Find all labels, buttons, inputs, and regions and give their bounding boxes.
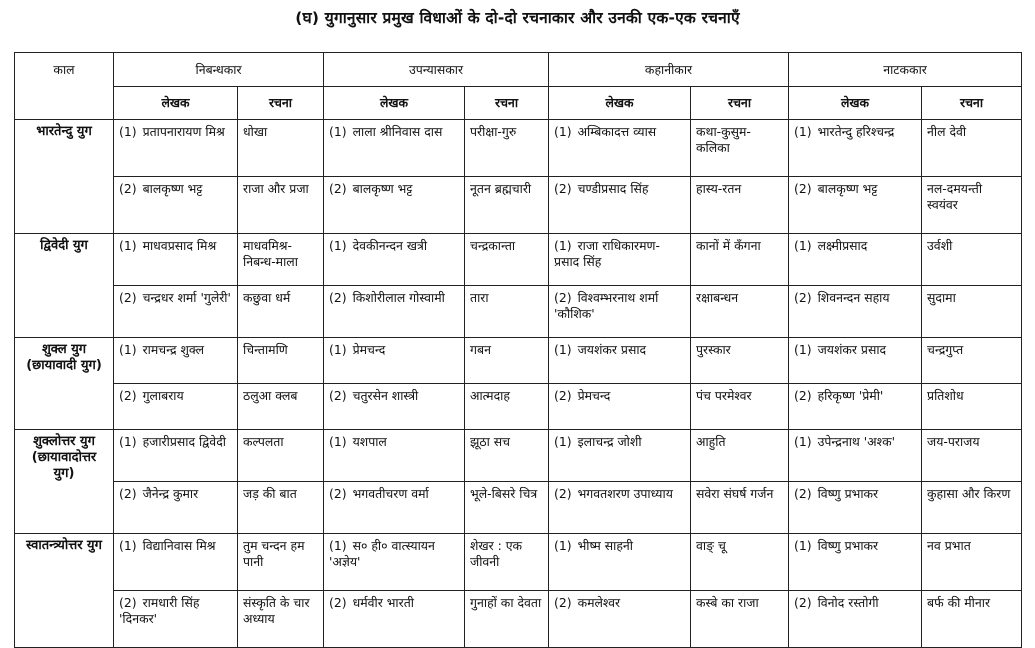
author-name: बालकृष्ण भट्ट [142,181,203,196]
serial-number: (1) [119,238,137,253]
work-cell: कुहासा और किरण [922,482,1022,534]
author-name: धर्मवीर भारती [352,595,414,610]
author-cell [789,338,922,384]
serial-number: (2) [119,595,137,610]
author-name: यशपाल [352,434,387,449]
work-cell: हास्य-रतन [691,177,789,234]
work-cell: कथा-कुसुम-कलिका [691,120,789,177]
author-name: विष्णु प्रभाकर [817,538,879,553]
author-cell [324,338,465,384]
work-cell: संस्कृति के चार अध्याय [238,591,324,648]
author-cell [789,482,922,534]
serial-number: (2) [794,181,812,196]
author-cell [114,286,238,338]
serial-number: (2) [329,290,347,305]
header-rachna: रचना [238,87,324,120]
author-name: देवकीनन्दन खत्री [352,238,428,253]
serial-number: (2) [794,290,812,305]
serial-number: (1) [554,342,572,357]
table-row [15,591,1022,648]
work-cell: तारा [465,286,549,338]
author-cell [324,384,465,430]
author-cell [324,234,465,286]
serial-number: (2) [329,595,347,610]
author-name: उपेन्द्रनाथ 'अश्क' [817,434,896,449]
header-lekhak: लेखक [324,87,465,120]
era-cell [15,338,114,430]
author-cell [549,120,691,177]
serial-number: (1) [329,238,347,253]
author-name: हजारीप्रसाद द्विवेदी [142,434,226,449]
author-name: माधवप्रसाद मिश्र [142,238,217,253]
author-cell [789,120,922,177]
writers-table [14,52,1022,648]
author-name: भीष्म साहनी [577,538,634,553]
author-cell [549,482,691,534]
header-natakkar: नाटककार [789,53,1022,87]
era-subname: (छायावादोत्तर युग) [31,450,97,481]
table-row [15,286,1022,338]
table-row [15,177,1022,234]
author-cell [324,177,465,234]
serial-number: (2) [794,486,812,501]
table-row [15,338,1022,384]
author-cell [114,120,238,177]
serial-number: (1) [794,538,812,553]
serial-number: (1) [329,434,347,449]
author-name: जयशंकर प्रसाद [577,342,647,357]
work-cell: पंच परमेश्वर [691,384,789,430]
author-cell [114,177,238,234]
serial-number: (2) [119,181,137,196]
author-name: भगवतशरण उपाध्याय [577,486,673,501]
author-name: जयशंकर प्रसाद [817,342,887,357]
work-cell: शेखर : एक जीवनी [465,534,549,591]
author-name: बालकृष्ण भट्ट [817,181,878,196]
author-cell [549,430,691,482]
author-name: प्रेमचन्द [352,342,386,357]
serial-number: (2) [794,388,812,403]
header-rachna: रचना [922,87,1022,120]
author-cell [114,591,238,648]
work-cell: रक्षाबन्धन [691,286,789,338]
serial-number: (2) [554,486,572,501]
serial-number: (2) [554,388,572,403]
era-name: शुक्ल युग [41,342,87,357]
table-row [15,384,1022,430]
era-cell [15,534,114,648]
author-name: अम्बिकादत्त व्यास [577,124,657,139]
work-cell: भूले-बिसरे चित्र [465,482,549,534]
header-rachna: रचना [691,87,789,120]
author-name: कमलेश्वर [577,595,621,610]
work-cell: चन्द्रगुप्त [922,338,1022,384]
work-cell: राजा और प्रजा [238,177,324,234]
author-name: भगवतीचरण वर्मा [352,486,429,501]
serial-number: (1) [794,342,812,357]
author-name: बालकृष्ण भट्ट [352,181,413,196]
author-cell [789,384,922,430]
author-cell [789,591,922,648]
work-cell: नील देवी [922,120,1022,177]
header-kahanikar: कहानीकार [549,53,789,87]
work-cell: गुनाहों का देवता [465,591,549,648]
page-title: (घ) युगानुसार प्रमुख विधाओं के दो-दो रचनाकार और उनकी एक-एक रचनाएँ [295,9,740,27]
header-kaal: काल [15,53,114,120]
table-body [15,120,1022,648]
author-name: प्रेमचन्द [577,388,611,403]
serial-number: (1) [119,434,137,449]
author-cell [114,384,238,430]
work-cell: वाङ् चू [691,534,789,591]
work-cell: जय-पराजय [922,430,1022,482]
serial-number: (2) [329,181,347,196]
author-cell [324,430,465,482]
author-name: विष्णु प्रभाकर [817,486,879,501]
author-name: भारतेन्दु हरिश्चन्द्र [817,124,895,139]
author-name: रामधारी सिंह 'दिनकर' [119,595,200,626]
author-cell [324,534,465,591]
header-nibandhkar: निबन्धकार [114,53,324,87]
serial-number: (2) [554,181,572,196]
author-cell [549,384,691,430]
table-row [15,534,1022,591]
work-cell: गबन [465,338,549,384]
serial-number: (1) [554,124,572,139]
author-cell [324,286,465,338]
serial-number: (1) [554,538,572,553]
serial-number: (1) [554,238,572,253]
table-row [15,120,1022,177]
work-cell: नल-दमयन्ती स्वयंवर [922,177,1022,234]
work-cell: नव प्रभात [922,534,1022,591]
work-cell: तुम चन्दन हम पानी [238,534,324,591]
era-cell [15,120,114,234]
header-lekhak: लेखक [114,87,238,120]
work-cell: धोखा [238,120,324,177]
author-name: जैनेन्द्र कुमार [142,486,199,501]
serial-number: (1) [794,238,812,253]
work-cell: चिन्तामणि [238,338,324,384]
author-cell [114,534,238,591]
author-cell [549,534,691,591]
author-name: विश्वम्भरनाथ शर्मा 'कौशिक' [554,290,659,321]
author-cell [114,482,238,534]
serial-number: (1) [794,124,812,139]
serial-number: (1) [119,538,137,553]
serial-number: (1) [554,434,572,449]
author-name: लक्ष्मीप्रसाद [817,238,868,253]
work-cell: जड़ की बात [238,482,324,534]
serial-number: (1) [329,342,347,357]
work-cell: झूठा सच [465,430,549,482]
serial-number: (2) [119,388,137,403]
author-name: इलाचन्द्र जोशी [577,434,642,449]
work-cell: कानों में कँगना [691,234,789,286]
serial-number: (1) [119,124,137,139]
table-row [15,234,1022,286]
work-cell: माधवमिश्र-निबन्ध-माला [238,234,324,286]
author-cell [789,177,922,234]
era-name: शुक्लोत्तर युग [33,434,95,449]
work-cell: प्रतिशोध [922,384,1022,430]
work-cell: आहुति [691,430,789,482]
header-rachna: रचना [465,87,549,120]
era-cell [15,234,114,338]
work-cell: परीक्षा-गुरु [465,120,549,177]
author-name: विनोद रस्तोगी [817,595,879,610]
author-cell [549,591,691,648]
author-cell [549,286,691,338]
header-row-genres [15,53,1022,87]
author-cell [114,430,238,482]
author-cell [324,120,465,177]
serial-number: (2) [329,388,347,403]
work-cell: कल्पलता [238,430,324,482]
author-cell [324,482,465,534]
author-cell [549,177,691,234]
work-cell: पुरस्कार [691,338,789,384]
author-name: राजा राधिकारमण-प्रसाद सिंह [554,238,660,269]
work-cell: चन्द्रकान्ता [465,234,549,286]
table-row [15,430,1022,482]
author-name: रामचन्द्र शुक्ल [142,342,205,357]
serial-number: (2) [119,290,137,305]
serial-number: (1) [794,434,812,449]
author-cell [549,234,691,286]
work-cell: कछुवा धर्म [238,286,324,338]
author-name: चण्डीप्रसाद सिंह [577,181,649,196]
era-cell [15,430,114,534]
serial-number: (2) [119,486,137,501]
author-cell [114,338,238,384]
header-lekhak: लेखक [549,87,691,120]
author-name: प्रतापनारायण मिश्र [142,124,225,139]
era-subname: (छायावादी युग) [26,358,102,373]
header-row-columns [15,87,1022,120]
serial-number: (1) [329,538,347,553]
era-name: स्वातन्त्र्योत्तर युग [26,538,102,553]
work-cell: सवेरा संघर्ष गर्जन [691,482,789,534]
author-name: गुलाबराय [142,388,184,403]
work-cell: बर्फ की मीनार [922,591,1022,648]
author-name: स० ही० वात्स्यायन 'अज्ञेय' [329,538,435,569]
author-cell [324,591,465,648]
work-cell: कस्बे का राजा [691,591,789,648]
author-name: चतुरसेन शास्त्री [352,388,419,403]
work-cell: उर्वशी [922,234,1022,286]
era-name: भारतेन्दु युग [36,124,92,139]
header-upanyaskar: उपन्यासकार [324,53,549,87]
work-cell: आत्मदाह [465,384,549,430]
author-cell [789,286,922,338]
serial-number: (2) [794,595,812,610]
author-name: विद्यानिवास मिश्र [142,538,216,553]
author-cell [789,534,922,591]
author-name: किशोरीलाल गोस्वामी [352,290,445,305]
work-cell: सुदामा [922,286,1022,338]
serial-number: (1) [329,124,347,139]
author-cell [789,234,922,286]
table-row [15,482,1022,534]
author-name: लाला श्रीनिवास दास [352,124,443,139]
author-name: हरिकृष्ण 'प्रेमी' [817,388,884,403]
author-cell [549,338,691,384]
era-name: द्विवेदी युग [40,238,88,253]
work-cell: ठलुआ क्लब [238,384,324,430]
author-name: चन्द्रधर शर्मा 'गुलेरी' [142,290,231,305]
author-name: शिवनन्दन सहाय [817,290,890,305]
work-cell: नूतन ब्रह्मचारी [465,177,549,234]
serial-number: (2) [554,290,572,305]
header-lekhak: लेखक [789,87,922,120]
author-cell [114,234,238,286]
author-cell [789,430,922,482]
serial-number: (1) [119,342,137,357]
serial-number: (2) [554,595,572,610]
serial-number: (2) [329,486,347,501]
